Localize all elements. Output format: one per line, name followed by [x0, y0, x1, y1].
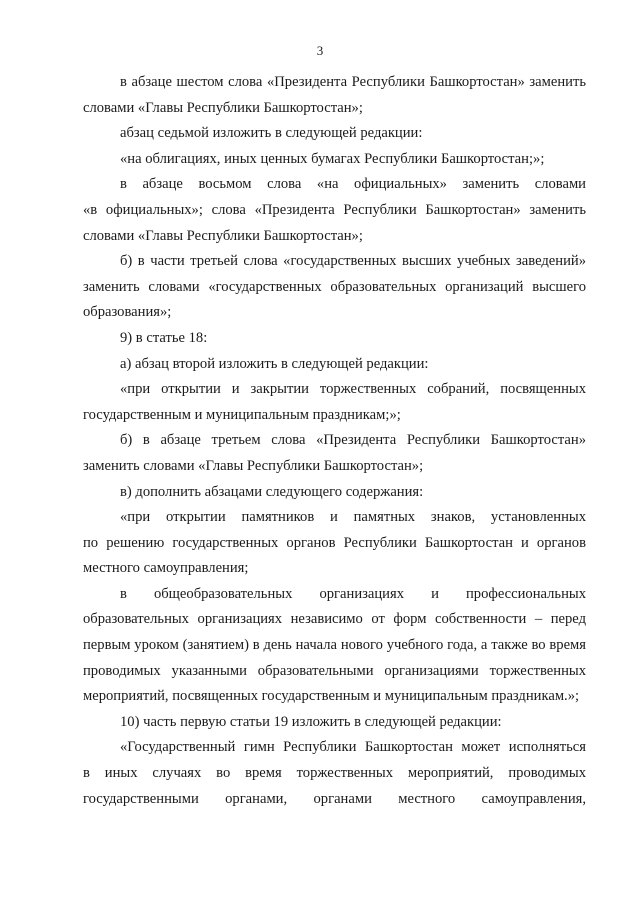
text-line: «при открытии и закрытии торжественных собраний, посвященных: [120, 381, 586, 398]
text-line: «при открытии памятников и памятных знаков, установленных: [120, 509, 586, 526]
text-line: по решению государственных органов Республики Башкортостан и органов: [83, 534, 586, 551]
page-number: 3: [316, 43, 324, 58]
text-line: первым уроком (занятием) в день начала нового учебного года, а также во время: [83, 637, 586, 654]
text-line: словами «Главы Республики Башкортостан»;: [83, 99, 363, 116]
text-line: в) дополнить абзацами следующего содержания:: [120, 483, 424, 500]
text-line: местного самоуправления;: [83, 560, 249, 577]
text-line: в абзаце восьмом слова «на официальных» заменить словами: [120, 176, 586, 193]
text-line: «на облигациях, иных ценных бумагах Республики Башкортостан;»;: [120, 150, 545, 167]
text-line: заменить словами «государственных образовательных организаций высшего: [83, 278, 586, 295]
text-line: а) абзац второй изложить в следующей редакции:: [120, 355, 429, 372]
text-line: в абзаце шестом слова «Президента Республики Башкортостан» заменить: [120, 74, 586, 90]
text-line: государственным и муниципальным праздникам;»;: [83, 406, 401, 423]
text-line: б) в части третьей слова «государственных высших учебных заведений»: [120, 253, 586, 270]
document-body: [83, 70, 586, 812]
text-line: в общеобразовательных организациях и профессиональных: [120, 585, 586, 602]
text-line: образования»;: [83, 304, 172, 321]
text-line: словами «Главы Республики Башкортостан»;: [83, 227, 363, 244]
text-line: образовательных организациях независимо от форм собственности – перед: [83, 611, 586, 628]
text-line: проводимых указанными образовательными организациями торжественных: [83, 662, 586, 679]
text-line: заменить словами «Главы Республики Башкортостан»;: [83, 457, 424, 474]
text-line: 10) часть первую статьи 19 изложить в следующей редакции:: [120, 713, 502, 730]
text-line: «в официальных»; слова «Президента Республики Башкортостан» заменить: [83, 201, 586, 218]
text-line: государственными органами, органами местного самоуправления,: [83, 790, 586, 807]
text-line: 9) в статье 18:: [120, 329, 208, 346]
text-line: б) в абзаце третьем слова «Президента Республики Башкортостан»: [120, 432, 586, 449]
text-line: абзац седьмой изложить в следующей редакции:: [120, 125, 423, 142]
text-line: «Государственный гимн Республики Башкортостан может исполняться: [120, 739, 586, 756]
text-line: мероприятий, посвященных государственным и муниципальным праздникам.»;: [83, 688, 580, 705]
text-line: в иных случаях во время торжественных мероприятий, проводимых: [83, 765, 586, 782]
